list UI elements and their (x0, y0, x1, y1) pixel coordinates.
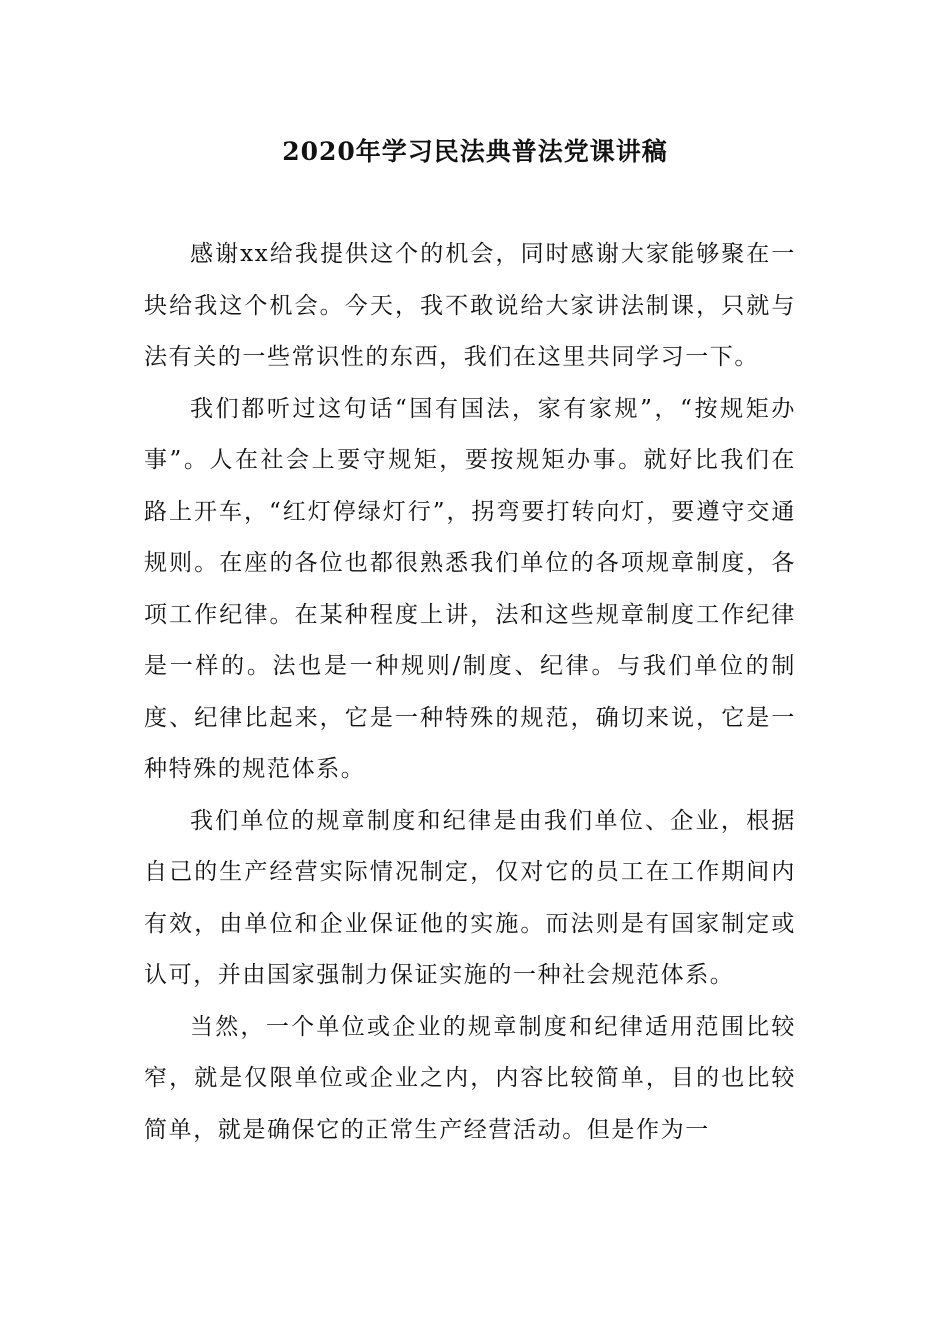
paragraph-4: 当然，一个单位或企业的规章制度和纪律适用范围比较窄，就是仅限单位或企业之内，内容比较简单，目的也比较简单，就是确保它的正常生产经营活动。但是作为一 (144, 1013, 796, 1143)
paragraph-2: 我们都听过这句话“国有国法，家有家规”，“按规矩办事”。人在社会上要守规矩，要按规矩办事。就好比我们在路上开车，“红灯停绿灯行”，拐弯要打转向灯，要遵守交通规则。在座的各位也都很熟悉我们单位的各项规章制度，各项工作纪律。在某种程度上讲，法和这些规章制度工作纪律是一样的。法也是一种规则/制度、纪律。与我们单位的制度、纪律比起来，它是一种特殊的规范，确切来说，它是一种特殊的规范体系。 (144, 395, 796, 782)
paragraph-3: 我们单位的规章制度和纪律是由我们单位、企业，根据自己的生产经营实际情况制定，仅对它的员工在工作期间内有效，由单位和企业保证他的实施。而法则是有国家制定或认可，并由国家强制力保证实施的一种社会规范体系。 (144, 807, 796, 988)
paragraph-1: 感谢xx给我提供这个的机会，同时感谢大家能够聚在一块给我这个机会。今天，我不敢说给大家讲法制课，只就与法有关的一些常识性的东西，我们在这里共同学习一下。 (144, 241, 796, 370)
document-title: 2020年学习民法典普法党课讲稿 (282, 137, 668, 166)
document-body (144, 229, 796, 1156)
